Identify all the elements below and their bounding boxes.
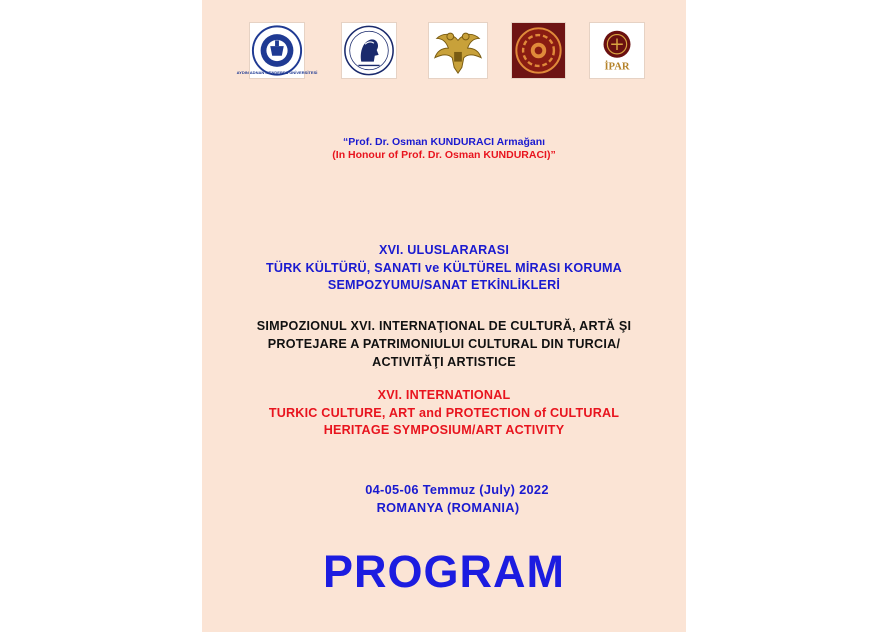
title-turkish-line1: XVI. ULUSLARARASI [378,243,510,257]
honour-line-turkish: “Prof. Dr. Osman KUNDURACI Armağanı [342,136,546,148]
ipar-logo-text: İPAR [604,61,630,73]
title-english-line3: HERITAGE SYMPOSIUM/ART ACTIVITY [323,423,565,437]
honour-line-english: (In Honour of Prof. Dr. Osman KUNDURACI)” [332,149,556,161]
ornamental-circle-emblem-icon [511,22,566,79]
double-headed-eagle-emblem-icon [428,22,488,79]
title-english-line2: TURKIC CULTURE, ART and PROTECTION of CULTURAL [268,405,620,420]
event-location: ROMANYA (ROMANIA) [376,500,520,515]
title-romanian-line3: ACTIVITĂŢI ARTISTICE [372,355,516,369]
logo1-caption: AYDIN ADNAN MENDERES ÜNİVERSİTESİ [236,70,318,76]
title-turkish-line2: TÜRK KÜLTÜRÜ, SANATI ve KÜLTÜREL MİRASI KORUMA [266,260,622,275]
university-profile-seal-icon [341,22,397,79]
ipar-logo-icon [589,22,645,79]
title-romanian-line2: PROTEJARE A PATRIMONIULUI CULTURAL DIN TURCIA/ [267,337,621,351]
adnan-menderes-university-logo-icon [236,22,318,79]
title-english-line1: XVI. INTERNATIONAL [377,388,511,402]
event-dates: 04-05-06 Temmuz (July) 2022 [365,482,549,497]
program-title: PROGRAM [323,546,565,597]
logo-row [236,22,648,82]
honour-dedication [202,136,686,162]
event-details [202,481,686,517]
title-english [202,387,686,440]
title-romanian [202,317,686,371]
title-turkish [202,242,686,295]
title-turkish-line3: SEMPOZYUMU/SANAT ETKİNLİKLERİ [327,278,561,292]
title-romanian-line1: SIMPOZIONUL XVI. INTERNAŢIONAL DE CULTURĂ, ARTĂ ŞI [256,319,632,333]
cover-page [202,0,686,632]
